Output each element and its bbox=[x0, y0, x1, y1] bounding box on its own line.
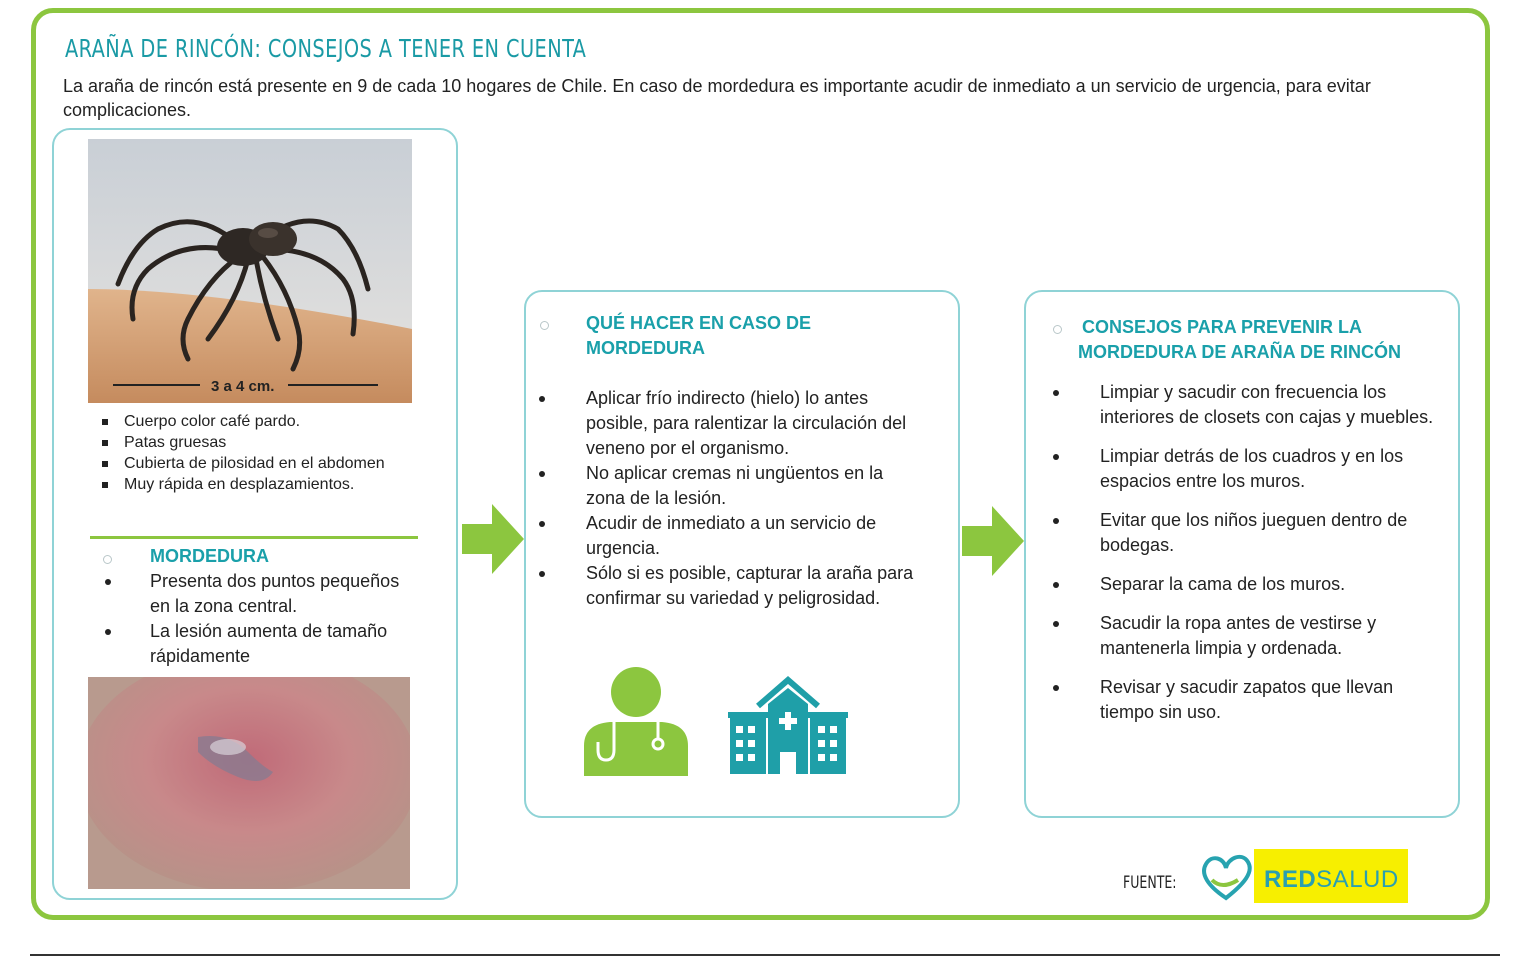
list-item: Patas gruesas bbox=[100, 432, 400, 453]
spider-features-list bbox=[100, 411, 400, 495]
page-title: ARAÑA DE RINCÓN: CONSEJOS A TENER EN CUENTA bbox=[65, 34, 587, 63]
list-item: Evitar que los niños jueguen dentro de bodegas. bbox=[1100, 508, 1440, 558]
list-item: No aplicar cremas ni ungüentos en la zona de la lesión. bbox=[586, 461, 926, 511]
redsalud-logo-text: REDSALUD bbox=[1264, 866, 1399, 893]
arrow-right-icon bbox=[962, 506, 1024, 576]
ring-bullet-icon bbox=[540, 321, 549, 330]
bite-heading: MORDEDURA bbox=[150, 546, 269, 566]
list-item: Sacudir la ropa antes de vestirse y mantenerla limpia y ordenada. bbox=[1100, 611, 1440, 661]
hospital-icon bbox=[728, 676, 848, 776]
list-item: Cuerpo color café pardo. bbox=[100, 411, 400, 432]
list-item: Acudir de inmediato a un servicio de urgencia. bbox=[586, 511, 926, 561]
doctor-icon bbox=[584, 666, 688, 776]
spider-photo bbox=[88, 139, 412, 403]
source-label: FUENTE: bbox=[1123, 873, 1177, 893]
ring-bullet-icon bbox=[103, 555, 112, 564]
prevention-heading: CONSEJOS PARA PREVENIR LA MORDEDURA DE ARAÑA DE RINCÓN bbox=[1078, 317, 1401, 362]
ring-bullet-icon bbox=[1053, 325, 1062, 334]
arrow-right-icon bbox=[462, 504, 524, 574]
list-item: Limpiar detrás de los cuadros y en los espacios entre los muros. bbox=[1100, 444, 1440, 494]
what-to-do-list bbox=[586, 386, 926, 611]
bottom-rule bbox=[30, 954, 1500, 956]
list-item: Separar la cama de los muros. bbox=[1100, 572, 1440, 597]
list-item: La lesión aumenta de tamaño rápidamente bbox=[150, 619, 420, 669]
list-item: Presenta dos puntos pequeños en la zona central. bbox=[150, 569, 420, 619]
what-to-do-heading: QUÉ HACER EN CASO DE MORDEDURA bbox=[586, 313, 812, 358]
bite-list bbox=[150, 569, 420, 669]
list-item: Limpiar y sacudir con frecuencia los interiores de closets con cajas y muebles. bbox=[1100, 380, 1440, 430]
bite-photo bbox=[88, 677, 410, 889]
heart-logo-icon bbox=[1198, 850, 1256, 906]
list-item: Cubierta de pilosidad en el abdomen bbox=[100, 453, 400, 474]
size-label: 3 a 4 cm. bbox=[211, 378, 275, 395]
list-item: Muy rápida en desplazamientos. bbox=[100, 474, 400, 495]
list-item: Sólo si es posible, capturar la araña para confirmar su variedad y peligrosidad. bbox=[586, 561, 926, 611]
list-item: Aplicar frío indirecto (hielo) lo antes posible, para ralentizar la circulación del veneno por el organismo. bbox=[586, 386, 926, 461]
intro-text: La araña de rincón está presente en 9 de cada 10 hogares de Chile. En caso de mordedura es importante acudir de inmediato a un servicio de urgencia, para evitar complicaciones. bbox=[63, 76, 1371, 120]
prevention-list bbox=[1100, 380, 1440, 725]
list-item: Revisar y sacudir zapatos que llevan tiempo sin uso. bbox=[1100, 675, 1440, 725]
divider bbox=[90, 536, 418, 539]
